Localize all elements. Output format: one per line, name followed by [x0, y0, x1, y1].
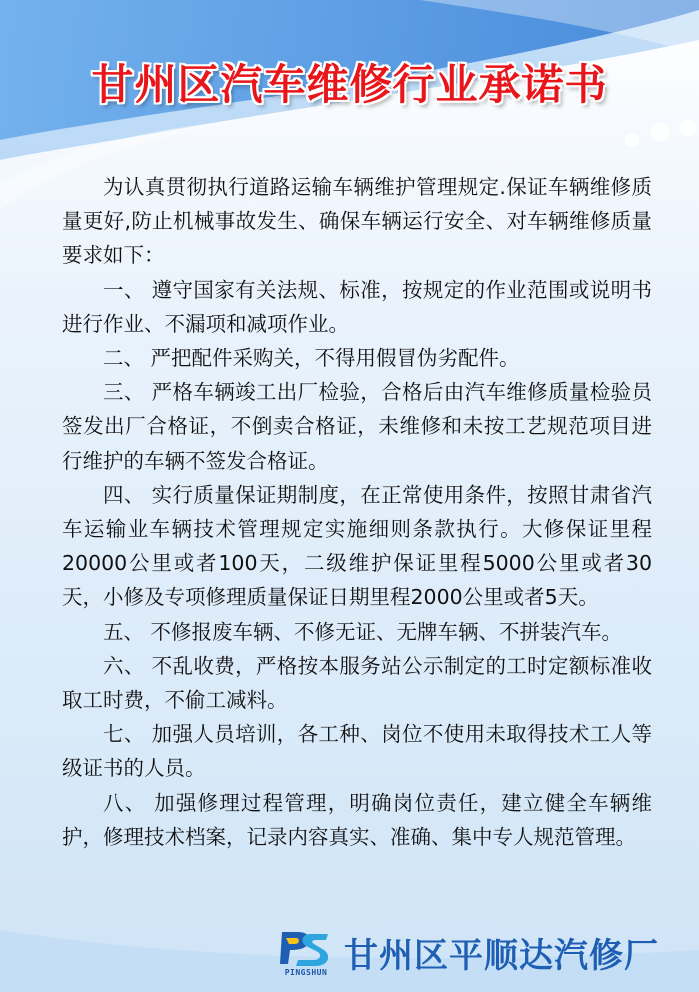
- clause-8: 八、 加强修理过程管理，明确岗位责任，建立健全车辆维护，修理技术档案，记录内容真实、准确、集中专人规范管理。: [62, 790, 652, 849]
- intro-paragraph: 为认真贯彻执行道路运输车辆维护管理规定.保证车辆维修质量更好,防止机械事故发生、确保车辆运行安全、对车辆维修质量要求如下：: [62, 175, 652, 268]
- clause-5: 五、 不修报废车辆、不修无证、无牌车辆、不拼装汽车。: [103, 619, 623, 644]
- footer: [278, 924, 678, 980]
- company-name: 甘州区平顺达汽修厂: [344, 936, 659, 976]
- clause-1: 一、 遵守国家有关法规、标准，按规定的作业范围或说明书进行作业、不漏项和减项作业。: [62, 277, 652, 336]
- logo-caption: PINGSHUN: [284, 968, 328, 977]
- pledge-body: [62, 170, 652, 854]
- clause-4: 四、 实行质量保证期制度，在正常使用条件，按照甘肃省汽车运输业车辆技术管理规定实施细则条款执行。大修保证里程20000公里或者100天，二级维护保证里程5000公里或者30天，小修及专项修理质量保证日期里程2000公里或者5天。: [62, 482, 652, 610]
- page-title: 甘州区汽车维修行业承诺书: [91, 60, 608, 109]
- clause-6: 六、 不乱收费，严格按本服务站公示制定的工时定额标准收取工时费，不偷工减料。: [62, 653, 652, 713]
- clause-3: 三、 严格车辆竣工出厂检验，合格后由汽车维修质量检验员签发出厂合格证，不倒卖合格证，未维修和未按工艺规范项目进行维护的车辆不签发合格证。: [62, 380, 652, 473]
- clause-2: 二、 严把配件采购关，不得用假冒伪劣配件。: [103, 346, 520, 371]
- clause-7: 七、 加强人员培训，各工种、岗位不使用未取得技术工人等级证书的人员。: [62, 722, 652, 781]
